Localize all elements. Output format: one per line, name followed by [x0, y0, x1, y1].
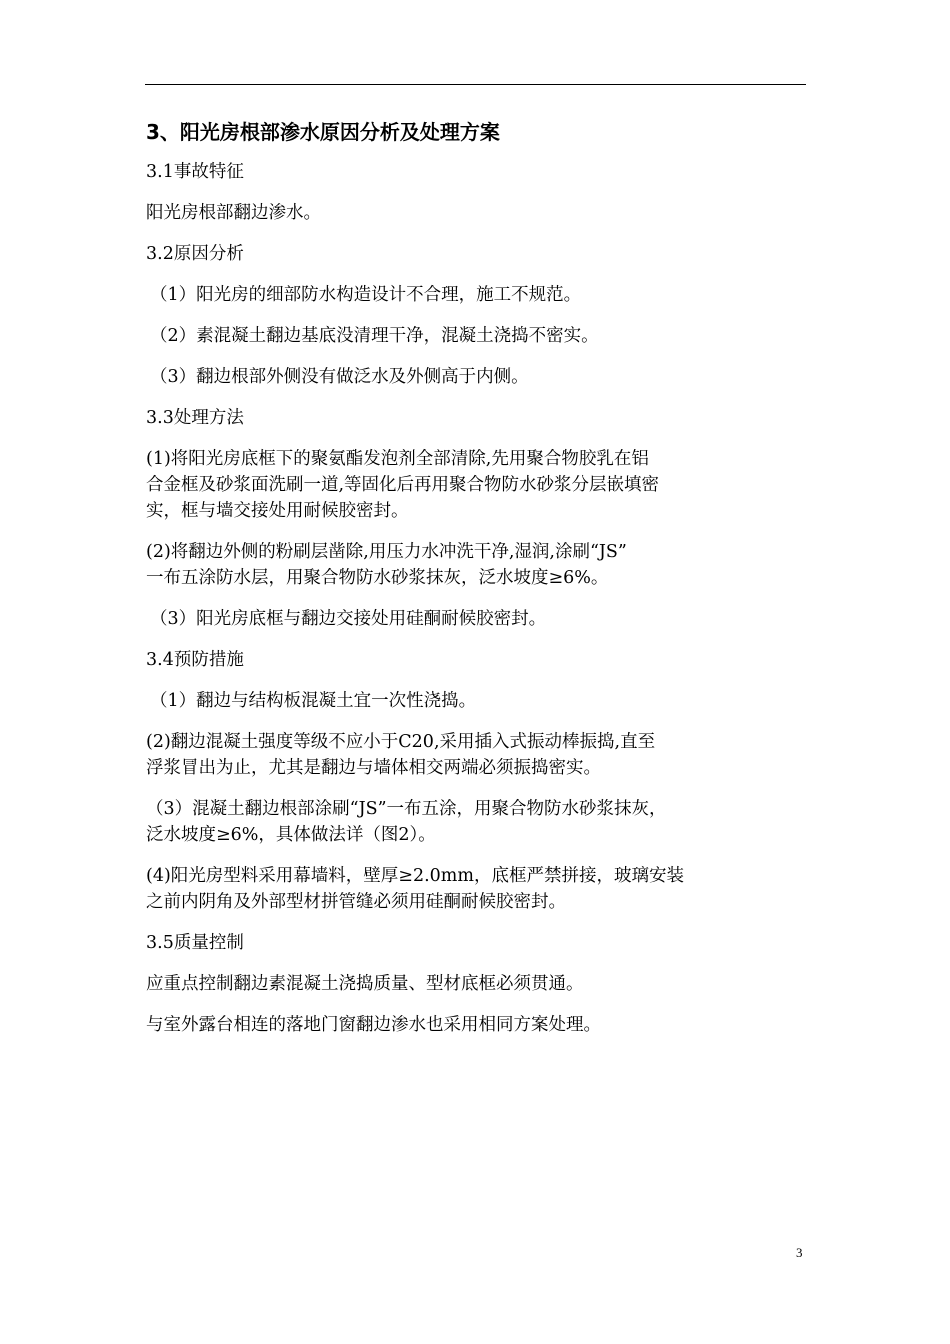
subsection-title-3-5: 3.5质量控制	[146, 933, 244, 953]
paragraph-3-3-2	[146, 539, 810, 591]
list-item: （1）阳光房的细部防水构造设计不合理，施工不规范。	[150, 285, 582, 305]
paragraph-3-4-3	[146, 796, 810, 848]
subsection-title-3-4: 3.4预防措施	[146, 650, 244, 670]
paragraph-3-4-4	[146, 863, 810, 915]
paragraph-3-3-1	[146, 446, 810, 524]
paragraph-line: 一布五涂防水层，用聚合物防水砂浆抹灰，泛水坡度≥6%。	[146, 568, 609, 588]
paragraph-line: 之前内阴角及外部型材拼管缝必须用硅酮耐候胶密封。	[146, 892, 566, 912]
list-item: （1）翻边与结构板混凝土宜一次性浇捣。	[150, 691, 477, 711]
header-rule	[145, 84, 806, 85]
list-item: （3）翻边根部外侧没有做泛水及外侧高于内侧。	[150, 367, 529, 387]
section-heading: 3、阳光房根部渗水原因分析及处理方案	[146, 120, 500, 144]
paragraph-line: (2)翻边混凝土强度等级不应小于C20,采用插入式振动棒振捣,直至	[146, 732, 656, 752]
paragraph-3-5-2: 与室外露台相连的落地门窗翻边渗水也采用相同方案处理。	[146, 1015, 601, 1035]
paragraph-3-1: 阳光房根部翻边渗水。	[146, 203, 321, 223]
paragraph-line: (4)阳光房型料采用幕墙料，壁厚≥2.0mm，底框严禁拼接，玻璃安装	[146, 866, 684, 886]
page-number: 3	[796, 1245, 803, 1260]
list-item: （3）阳光房底框与翻边交接处用硅酮耐候胶密封。	[150, 609, 547, 629]
paragraph-line: 合金框及砂浆面洗刷一道,等固化后再用聚合物防水砂浆分层嵌填密	[146, 475, 660, 495]
subsection-title-3-3: 3.3处理方法	[146, 408, 244, 428]
paragraph-line: (1)将阳光房底框下的聚氨酯发泡剂全部清除,先用聚合物胶乳在铝	[146, 449, 649, 469]
paragraph-line: (2)将翻边外侧的粉刷层凿除,用压力水冲洗干净,湿润,涂刷“JS”	[146, 542, 627, 562]
paragraph-3-4-2	[146, 729, 810, 781]
paragraph-line: 浮浆冒出为止，尤其是翻边与墙体相交两端必须振捣密实。	[146, 758, 601, 778]
list-item: （2）素混凝土翻边基底没清理干净，混凝土浇捣不密实。	[150, 326, 599, 346]
paragraph-line: 泛水坡度≥6%，具体做法详（图2）。	[146, 825, 436, 845]
document-body	[146, 118, 810, 1053]
subsection-title-3-2: 3.2原因分析	[146, 244, 244, 264]
paragraph-line: 实，框与墙交接处用耐候胶密封。	[146, 501, 409, 521]
subsection-title-3-1: 3.1事故特征	[146, 162, 244, 182]
paragraph-line: （3）混凝土翻边根部涂刷“JS”一布五涂，用聚合物防水砂浆抹灰，	[146, 799, 667, 819]
paragraph-3-5-1: 应重点控制翻边素混凝土浇捣质量、型材底框必须贯通。	[146, 974, 584, 994]
